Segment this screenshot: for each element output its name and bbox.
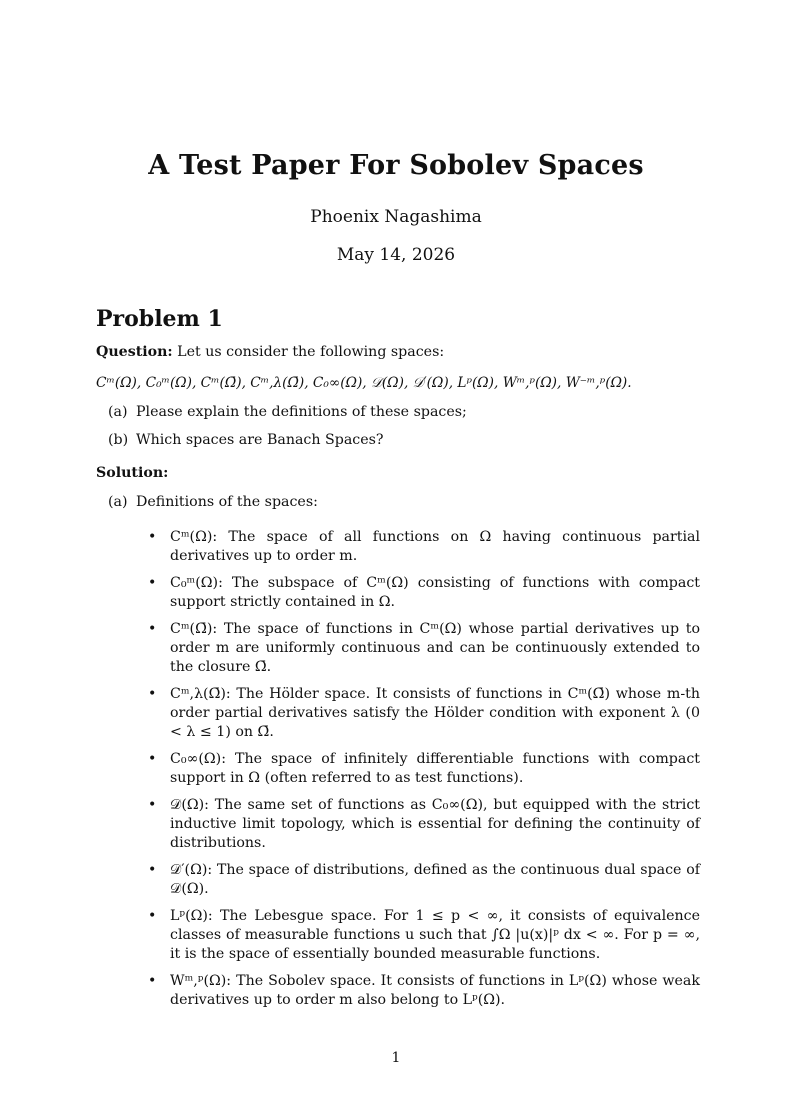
question-item-text: Which spaces are Banach Spaces?: [136, 432, 384, 448]
question-item-label: (a): [108, 404, 128, 420]
definitions-list: [148, 528, 700, 1010]
definition-text: 𝒟(Ω): The same set of functions as C₀∞(Ω), but equipped with the strict inductive limit topology, which is essential for defining the continuity of distributions.: [170, 797, 700, 851]
bullet-icon: •: [148, 621, 157, 637]
bullet-icon: •: [148, 862, 157, 878]
question-item: [108, 431, 700, 450]
author-name: Phoenix Nagashima: [310, 207, 482, 227]
bullet-icon: •: [148, 973, 157, 989]
question-paragraph: [96, 343, 700, 362]
definition-item: [148, 907, 700, 964]
definition-item: [148, 750, 700, 788]
bullet-icon: •: [148, 797, 157, 813]
definition-item: [148, 528, 700, 566]
problem-heading: Problem 1: [96, 306, 223, 332]
solution-part-title: Definitions of the spaces:: [136, 494, 318, 510]
solution-part-a: [108, 493, 700, 512]
definition-text: Cᵐ(Ω): The space of all functions on Ω having continuous partial derivatives up to order m.: [170, 529, 700, 564]
definition-item: [148, 796, 700, 853]
paper-title: A Test Paper For Sobolev Spaces: [148, 150, 644, 181]
solution-label: Solution:: [96, 465, 169, 481]
definition-item: [148, 620, 700, 677]
definition-text: C₀∞(Ω): The space of infinitely differentiable functions with compact support in Ω (often referred to as test functions).: [170, 751, 700, 786]
solution-part-label: (a): [108, 494, 128, 510]
bullet-icon: •: [148, 529, 157, 545]
paper-date: May 14, 2026: [336, 245, 456, 265]
spaces-list-line: Cᵐ(Ω), C₀ᵐ(Ω), Cᵐ(Ω̄), Cᵐ,λ(Ω̄), C₀∞(Ω), 𝒟(Ω), 𝒟′(Ω), Lᵖ(Ω), Wᵐ,ᵖ(Ω), W⁻ᵐ,ᵖ(Ω).: [96, 375, 632, 391]
question-item-label: (b): [108, 432, 129, 448]
question-item: [108, 403, 700, 422]
definition-item: [148, 861, 700, 899]
page-number: 1: [391, 1050, 401, 1066]
bullet-icon: •: [148, 686, 157, 702]
question-text: Let us consider the following spaces:: [177, 344, 445, 360]
definition-item: [148, 685, 700, 742]
question-label: Question:: [96, 344, 173, 360]
definition-text: Cᵐ,λ(Ω̄): The Hölder space. It consists of functions in Cᵐ(Ω̄) whose m-th order partial derivatives satisfy the Hölder condition with exponent λ (0 < λ ≤ 1) on Ω̄.: [170, 686, 700, 740]
question-item-text: Please explain the definitions of these spaces;: [136, 404, 467, 420]
bullet-icon: •: [148, 751, 157, 767]
definition-text: Cᵐ(Ω̄): The space of functions in Cᵐ(Ω) whose partial derivatives up to order m are uniformly continuous and can be continuously extended to the closure Ω̄.: [170, 621, 700, 675]
bullet-icon: •: [148, 908, 157, 924]
bullet-icon: •: [148, 575, 157, 591]
definition-item: [148, 972, 700, 1010]
definition-text: Wᵐ,ᵖ(Ω): The Sobolev space. It consists of functions in Lᵖ(Ω) whose weak derivatives up to order m also belong to Lᵖ(Ω).: [170, 973, 700, 1008]
definition-text: C₀ᵐ(Ω): The subspace of Cᵐ(Ω) consisting of functions with compact support strictly contained in Ω.: [170, 575, 700, 610]
paper-body: [96, 306, 700, 1018]
definition-text: 𝒟′(Ω): The space of distributions, defined as the continuous dual space of 𝒟(Ω).: [170, 862, 700, 897]
definition-text: Lᵖ(Ω): The Lebesgue space. For 1 ≤ p < ∞, it consists of equivalence classes of measurable functions u such that ∫Ω |u(x)|ᵖ dx < ∞. For p = ∞, it is the space of essentially bounded measurable functions.: [170, 908, 700, 962]
definition-item: [148, 574, 700, 612]
